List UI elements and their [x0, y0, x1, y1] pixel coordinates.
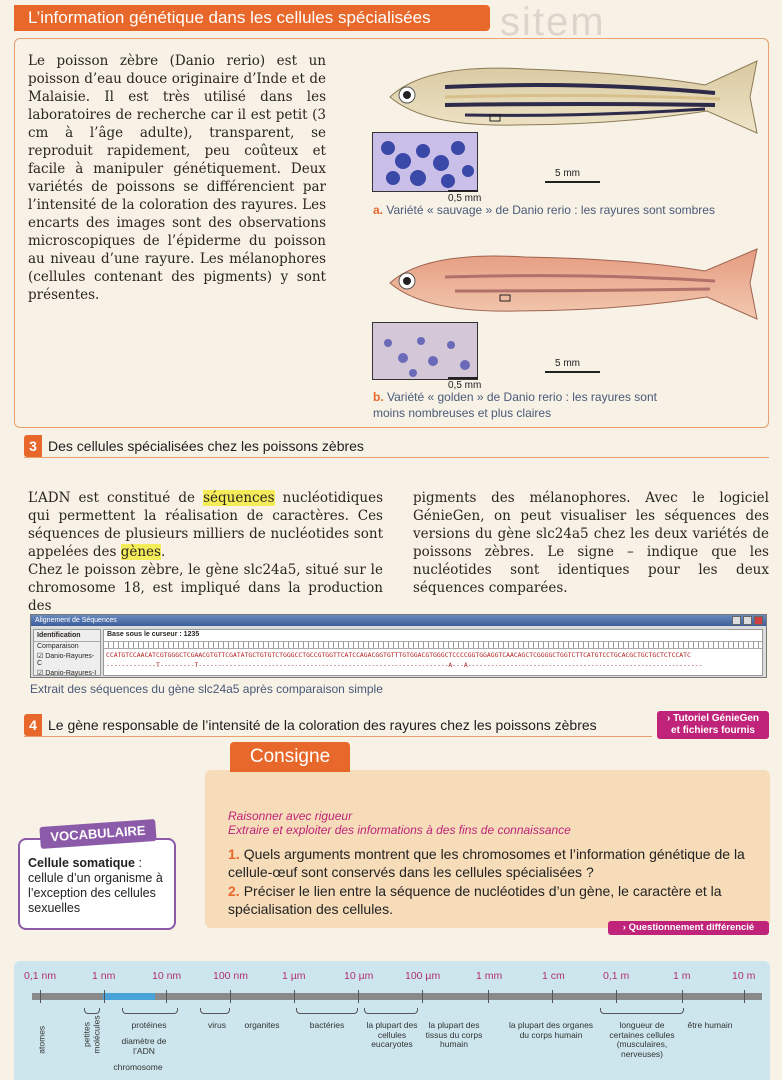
section4-heading: 4 Le gène responsable de l’intensité de la coloration des rayures chez les poissons zèbres [24, 714, 597, 736]
brace-virus [200, 1008, 230, 1014]
fish-scale-b: 5 mm [555, 358, 580, 369]
body-column-right: pigments des mélanophores. Avec le logiciel GénieGen, on peut visualiser les séquences des versions du gène slc24a5 chez les deux variétés de poissons zèbres. Le signe – indique que les nucléotides sont identiques pour les deux séquences comparées. [413, 490, 769, 596]
section4-rule [24, 736, 652, 737]
tick [616, 990, 617, 1003]
sequence-display[interactable] [103, 629, 763, 676]
sequence-caption: Extrait des séquences du gène slc24a5 après comparaison simple [30, 682, 383, 696]
minimize-button[interactable] [732, 616, 741, 625]
micro-scale-a: 0,5 mm [448, 193, 482, 204]
tick-label: 10 m [732, 970, 756, 982]
tick-label: 0,1 m [603, 970, 630, 982]
zebrafish-golden-image [385, 245, 760, 325]
fish-scale-a: 5 mm [555, 168, 580, 179]
comparison-label: Comparaison [37, 643, 79, 650]
vocabulary-definition: Cellule somatique : cellule d’un organisme à l’exception des cellules sexuelles [28, 856, 163, 915]
tick [488, 990, 489, 1003]
tick [682, 990, 683, 1003]
fish-scale-bar-a [545, 181, 600, 183]
tick [422, 990, 423, 1003]
brace-longueur [600, 1008, 684, 1014]
tick-label: 10 nm [152, 970, 182, 982]
consigne-skill1: Raisonner avec rigueur [228, 809, 353, 823]
tick [40, 990, 41, 1003]
sequence-row1-label[interactable]: ☑ Danio-Rayures-C [37, 653, 95, 667]
micro-image-golden [372, 322, 478, 380]
sequence-row1: CCATGTCCAACATCGTGGGCTCGAACGTGTTCGATATGCTGTGTCTGGGCCTGCCGTGGTTCATCCAGACGGTGTTTGTGGACGTGGGCTCCCCGGTGGAGGTCAACAGCTCGGGGCTGGTCTTCATGTCCTGCACGCTGCTGCTCTCCATC [106, 651, 691, 659]
tick-label: 1 mm [476, 970, 503, 982]
questionnement-button[interactable]: › Questionnement différencié [608, 921, 769, 935]
size-scale-highlight [103, 993, 155, 1000]
sequence-ruler [104, 641, 762, 649]
object-proteines: protéines [131, 1020, 167, 1030]
object-organites: organites [244, 1020, 280, 1030]
question-1: 1. Quels arguments montrent que les chromosomes et l’information génétique de la cellule-œuf sont conservés dans les cellules spécialisées ? [228, 846, 745, 880]
tick [358, 990, 359, 1003]
brace-molecules [84, 1008, 100, 1014]
tick-label: 0,1 nm [24, 970, 57, 982]
micro-scale-bar-a [448, 190, 478, 192]
object-organes: la plupart des organes du corps humain [508, 1020, 594, 1040]
tick [294, 990, 295, 1003]
tick-label: 1 nm [92, 970, 116, 982]
page-title: L’information génétique dans les cellules spécialisées [14, 5, 490, 31]
caption-b: b. Variété « golden » de Danio rerio : les rayures sont moins nombreuses et plus claires [373, 390, 657, 420]
tick [166, 990, 167, 1003]
object-petites-molecules: petites molécules [81, 1015, 101, 1054]
intro-paragraph: Le poisson zèbre (Danio rerio) est un poisson d’eau douce originaire d’Inde et de Malaisie. Il est très utilisé dans les laboratoires de recherche car il est petit (3 cm à l’âge adulte), transparent, se reproduit rapidement, peu coûteux et facile à manipuler génétiquement. Deux variétés de poissons se différencient par l’intensité de la coloration des rayures. Les encarts des images sont des observations microscopiques de l’épiderme du poisson au niveau d’une rayure. Les mélanophores (cellules contenant des pigments) y sont présentes. [28, 53, 326, 303]
brace-cellules [364, 1008, 418, 1014]
tick-label: 100 nm [213, 970, 249, 982]
consigne-tag: Consigne [230, 742, 350, 772]
tick [744, 990, 745, 1003]
identification-header: Identification [34, 630, 100, 642]
sequence-row2-label[interactable]: ☑ Danio-Rayures-I [37, 670, 97, 677]
micro-scale-b: 0,5 mm [448, 380, 482, 391]
sequence-window-title: Alignement de Séquences [31, 615, 766, 626]
caption-a: a. Variété « sauvage » de Danio rerio : les rayures sont sombres [373, 203, 715, 217]
tick-label: 1 cm [542, 970, 565, 982]
object-virus: virus [208, 1020, 226, 1030]
close-button[interactable] [754, 616, 763, 625]
object-atomes: atomes [36, 1025, 47, 1054]
sequence-row2: -------------T---------T-----------------------------------------------------------------A---A------------------------------------------------------------- [106, 661, 703, 669]
tick-label: 1 µm [282, 970, 306, 982]
section3-rule [24, 457, 769, 458]
tick-label: 100 µm [405, 970, 441, 982]
vocabulary-tag: VOCABULAIRE [39, 819, 156, 849]
tick [552, 990, 553, 1003]
object-chromosome: chromosome [113, 1062, 163, 1072]
background-ghost-text: sitem [500, 0, 606, 36]
micro-scale-bar-b [448, 377, 478, 379]
sequence-identification-panel [33, 629, 101, 676]
brace-bacteries [296, 1008, 358, 1014]
section3-heading: 3 Des cellules spécialisées chez les poissons zèbres [24, 435, 364, 457]
tick [230, 990, 231, 1003]
cursor-position: Base sous le curseur : 1235 [107, 631, 200, 638]
tick [104, 990, 105, 1003]
tutorial-button[interactable]: › Tutoriel GénieGen et fichiers fournis [657, 711, 769, 739]
object-etre-humain: être humain [687, 1020, 733, 1030]
question-2: 2. Préciser le lien entre la séquence de nucléotides d’un gène, le caractère et la spécialisation des cellules. [228, 883, 722, 917]
micro-image-wild [372, 132, 478, 192]
object-diametre-adn: diamètre de l’ADN [121, 1036, 167, 1056]
object-bacteries: bactéries [309, 1020, 345, 1030]
tick-label: 10 µm [344, 970, 374, 982]
object-longueur-cellules: longueur de certaines cellules (musculaires, nerveuses) [609, 1020, 675, 1059]
sequence-alignment-window [30, 614, 767, 678]
brace-proteines [122, 1008, 178, 1014]
body-column-left: L’ADN est constitué de séquences nucléotidiques qui permettent la réalisation de caractères. Ces séquences de plusieurs milliers de nucléotides sont appelées des gènes. Chez le poisson zèbre, le gène slc24a5, situé sur le chromosome 18, est impliqué dans la production des [28, 490, 383, 614]
maximize-button[interactable] [743, 616, 752, 625]
fish-scale-bar-b [545, 371, 600, 373]
window-controls [732, 616, 763, 625]
zebrafish-wild-image [385, 55, 760, 140]
object-tissus: la plupart des tissus du corps humain [425, 1020, 483, 1049]
tick-label: 1 m [673, 970, 691, 982]
object-cellules-eucaryotes: la plupart des cellules eucaryotes [366, 1020, 418, 1049]
consigne-skill2: Extraire et exploiter des informations à des fins de connaissance [228, 823, 571, 837]
